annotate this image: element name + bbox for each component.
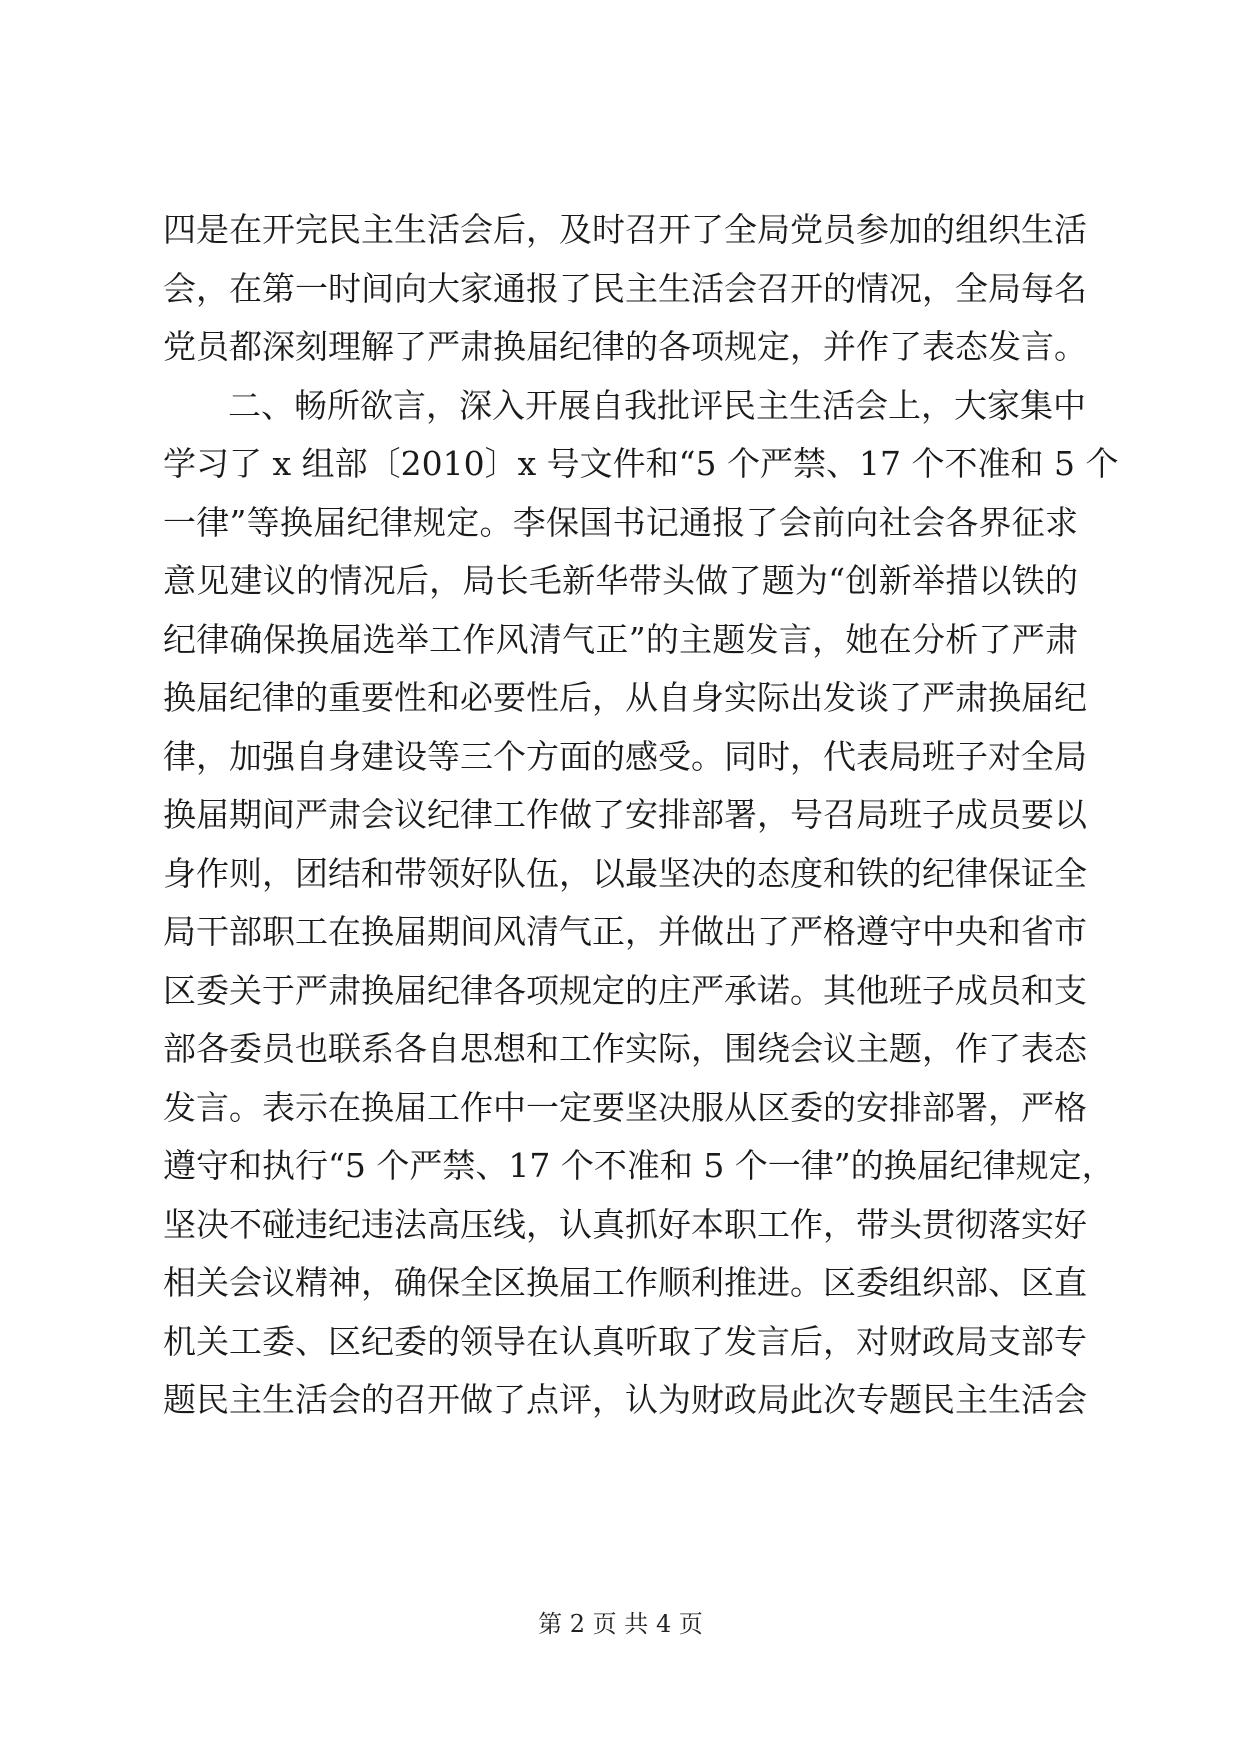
paragraph-2-line-7: 律，加强自身建设等三个方面的感受。同时，代表局班子对全局 — [163, 737, 1087, 776]
paragraph-1-line-2: 会，在第一时间向大家通报了民主生活会召开的情况，全局每名 — [163, 269, 1087, 308]
page-number-footer: 第 2 页 共 4 页 — [538, 1610, 703, 1638]
paragraph-2-line-12: 部各委员也联系各自思想和工作实际，围绕会议主题，作了表态 — [163, 1029, 1087, 1068]
paragraph-2-line-9: 身作则，团结和带领好队伍，以最坚决的态度和铁的纪律保证全 — [163, 854, 1087, 893]
paragraph-2-line-3: 一律”等换届纪律规定。李保国书记通报了会前向社会各界征求 — [163, 503, 1078, 542]
paragraph-2-line-15: 坚决不碰违纪违法高压线，认真抓好本职工作，带头贯彻落实好 — [163, 1205, 1087, 1244]
paragraph-2-line-17: 机关工委、区纪委的领导在认真听取了发言后，对财政局支部专 — [163, 1322, 1087, 1361]
paragraph-2-line-18: 题民主生活会的召开做了点评，认为财政局此次专题民主生活会 — [163, 1380, 1087, 1419]
paragraph-1-line-1: 四是在开完民主生活会后，及时召开了全局党员参加的组织生活 — [163, 210, 1087, 249]
paragraph-2-line-10: 局干部职工在换届期间风清气正，并做出了严格遵守中央和省市 — [163, 912, 1087, 951]
paragraph-2-line-11: 区委关于严肃换届纪律各项规定的庄严承诺。其他班子成员和支 — [163, 971, 1087, 1010]
paragraph-1-line-3: 党员都深刻理解了严肃换届纪律的各项规定，并作了表态发言。 — [163, 327, 1087, 366]
paragraph-2-line-1: 二、畅所欲言，深入开展自我批评民主生活会上，大家集中 — [228, 386, 1086, 425]
paragraph-2-line-8: 换届期间严肃会议纪律工作做了安排部署，号召局班子成员要以 — [163, 795, 1087, 834]
paragraph-2-line-4: 意见建议的情况后，局长毛新华带头做了题为“创新举措以铁的 — [163, 561, 1078, 600]
paragraph-2-line-6: 换届纪律的重要性和必要性后，从自身实际出发谈了严肃换届纪 — [163, 678, 1087, 717]
paragraph-2-line-14: 遵守和执行“5 个严禁、17 个不准和 5 个一律”的换届纪律规定， — [163, 1146, 1115, 1185]
paragraph-2-line-5: 纪律确保换届选举工作风清气正”的主题发言，她在分析了严肃 — [163, 620, 1078, 659]
paragraph-2-line-2: 学习了 x 组部〔2010〕x 号文件和“5 个严禁、17 个不准和 5 个 — [163, 444, 1119, 483]
paragraph-2-line-13: 发言。表示在换届工作中一定要坚决服从区委的安排部署，严格 — [163, 1088, 1087, 1127]
paragraph-2-line-16: 相关会议精神，确保全区换届工作顺利推进。区委组织部、区直 — [163, 1263, 1087, 1302]
